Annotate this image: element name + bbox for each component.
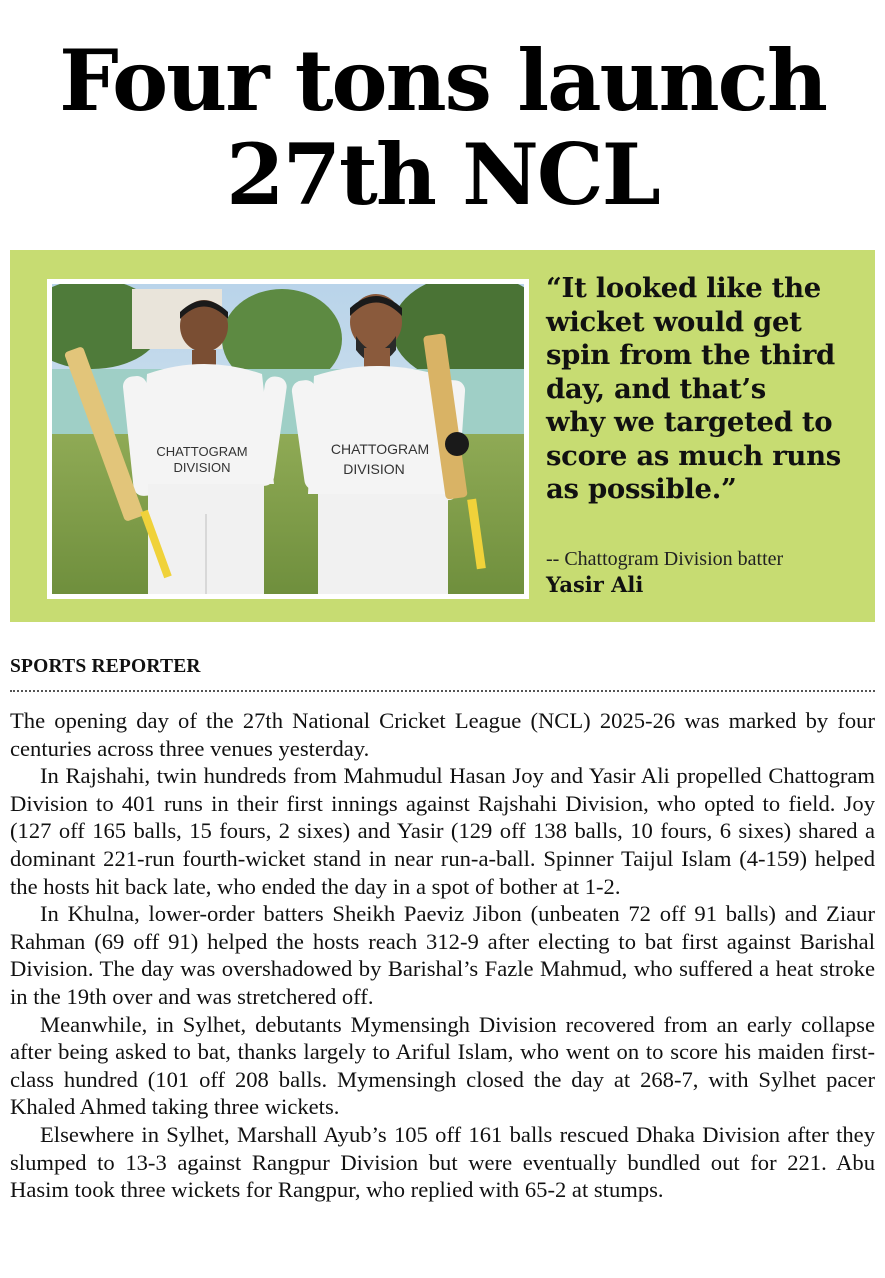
cricketers-photo (47, 279, 529, 599)
article-paragraph: In Khulna, lower-order batters Sheikh Paeviz Jibon (unbeaten 72 off 91 balls) and Ziaur Rahman (69 off 91) helped the hosts reach 312-9 after electing to bat first against Barishal Division. The day was overshadowed by Barishal’s Fazle Mahmud, who suffered a heat stroke in the 19th over and was stretchered off. (10, 901, 875, 1009)
right-jersey-text-1: CHATTOGRAM (330, 441, 430, 457)
quote-line: score as much runs (546, 439, 841, 472)
quote-line: “It looked like the (546, 272, 821, 304)
headline-line-1: Four tons launch (59, 31, 826, 130)
feature-box (10, 250, 875, 622)
quote-attribution: -- Chattogram Division batter (546, 548, 784, 570)
quote-line: as possible.” (546, 473, 737, 505)
byline: SPORTS REPORTER (10, 656, 201, 677)
quote-line: wicket would get (546, 305, 802, 338)
quote-line: day, and that’s (546, 372, 766, 405)
left-jersey-text-1: CHATTOGRAM (156, 444, 248, 459)
right-jersey-text-2: DIVISION (343, 461, 405, 477)
headline (0, 31, 885, 224)
article-paragraph: The opening day of the 27th National Cricket League (NCL) 2025-26 was marked by four centuries across three venues yesterday. (10, 708, 875, 761)
article-paragraph: Meanwhile, in Sylhet, debutants Mymensingh Division recovered from an early collapse after being asked to bat, thanks largely to Ariful Islam, who went on to score his maiden first-class hundred (101 off 208 balls. Mymensingh closed the day at 268-7, with Sylhet pacer Khaled Ahmed taking three wickets. (10, 1011, 875, 1120)
article-body (10, 707, 875, 1204)
quote-line: why we targeted to (546, 406, 833, 438)
dotted-divider (10, 690, 875, 692)
article-paragraph: Elsewhere in Sylhet, Marshall Ayub’s 105 off 161 balls rescued Dhaka Division after they slumped to 13-3 against Rangpur Division but were eventually bundled out for 221. Abu Hasim took three wickets for Rangpur, who replied with 65-2 at stumps. (10, 1121, 875, 1203)
left-jersey-text-2: DIVISION (173, 460, 231, 475)
quote-line: spin from the third (546, 339, 835, 371)
quote-author: Yasir Ali (546, 572, 644, 597)
article-paragraph: In Rajshahi, twin hundreds from Mahmudul Hasan Joy and Yasir Ali propelled Chattogram Division to 401 runs in their first innings against Rajshahi Division, who opted to field. Joy (127 off 165 balls, 15 fours, 2 sixes) and Yasir (129 off 138 balls, 10 fours, 6 sixes) shared a dominant 221-run fourth-wicket stand in near run-a-ball. Spinner Taijul Islam (4-159) helped the hosts hit back late, who ended the day in a spot of bother at 1-2. (10, 763, 875, 899)
pull-quote (546, 272, 866, 507)
headline-line-2: 27th NCL (226, 125, 659, 224)
photo-illustration (52, 284, 524, 594)
